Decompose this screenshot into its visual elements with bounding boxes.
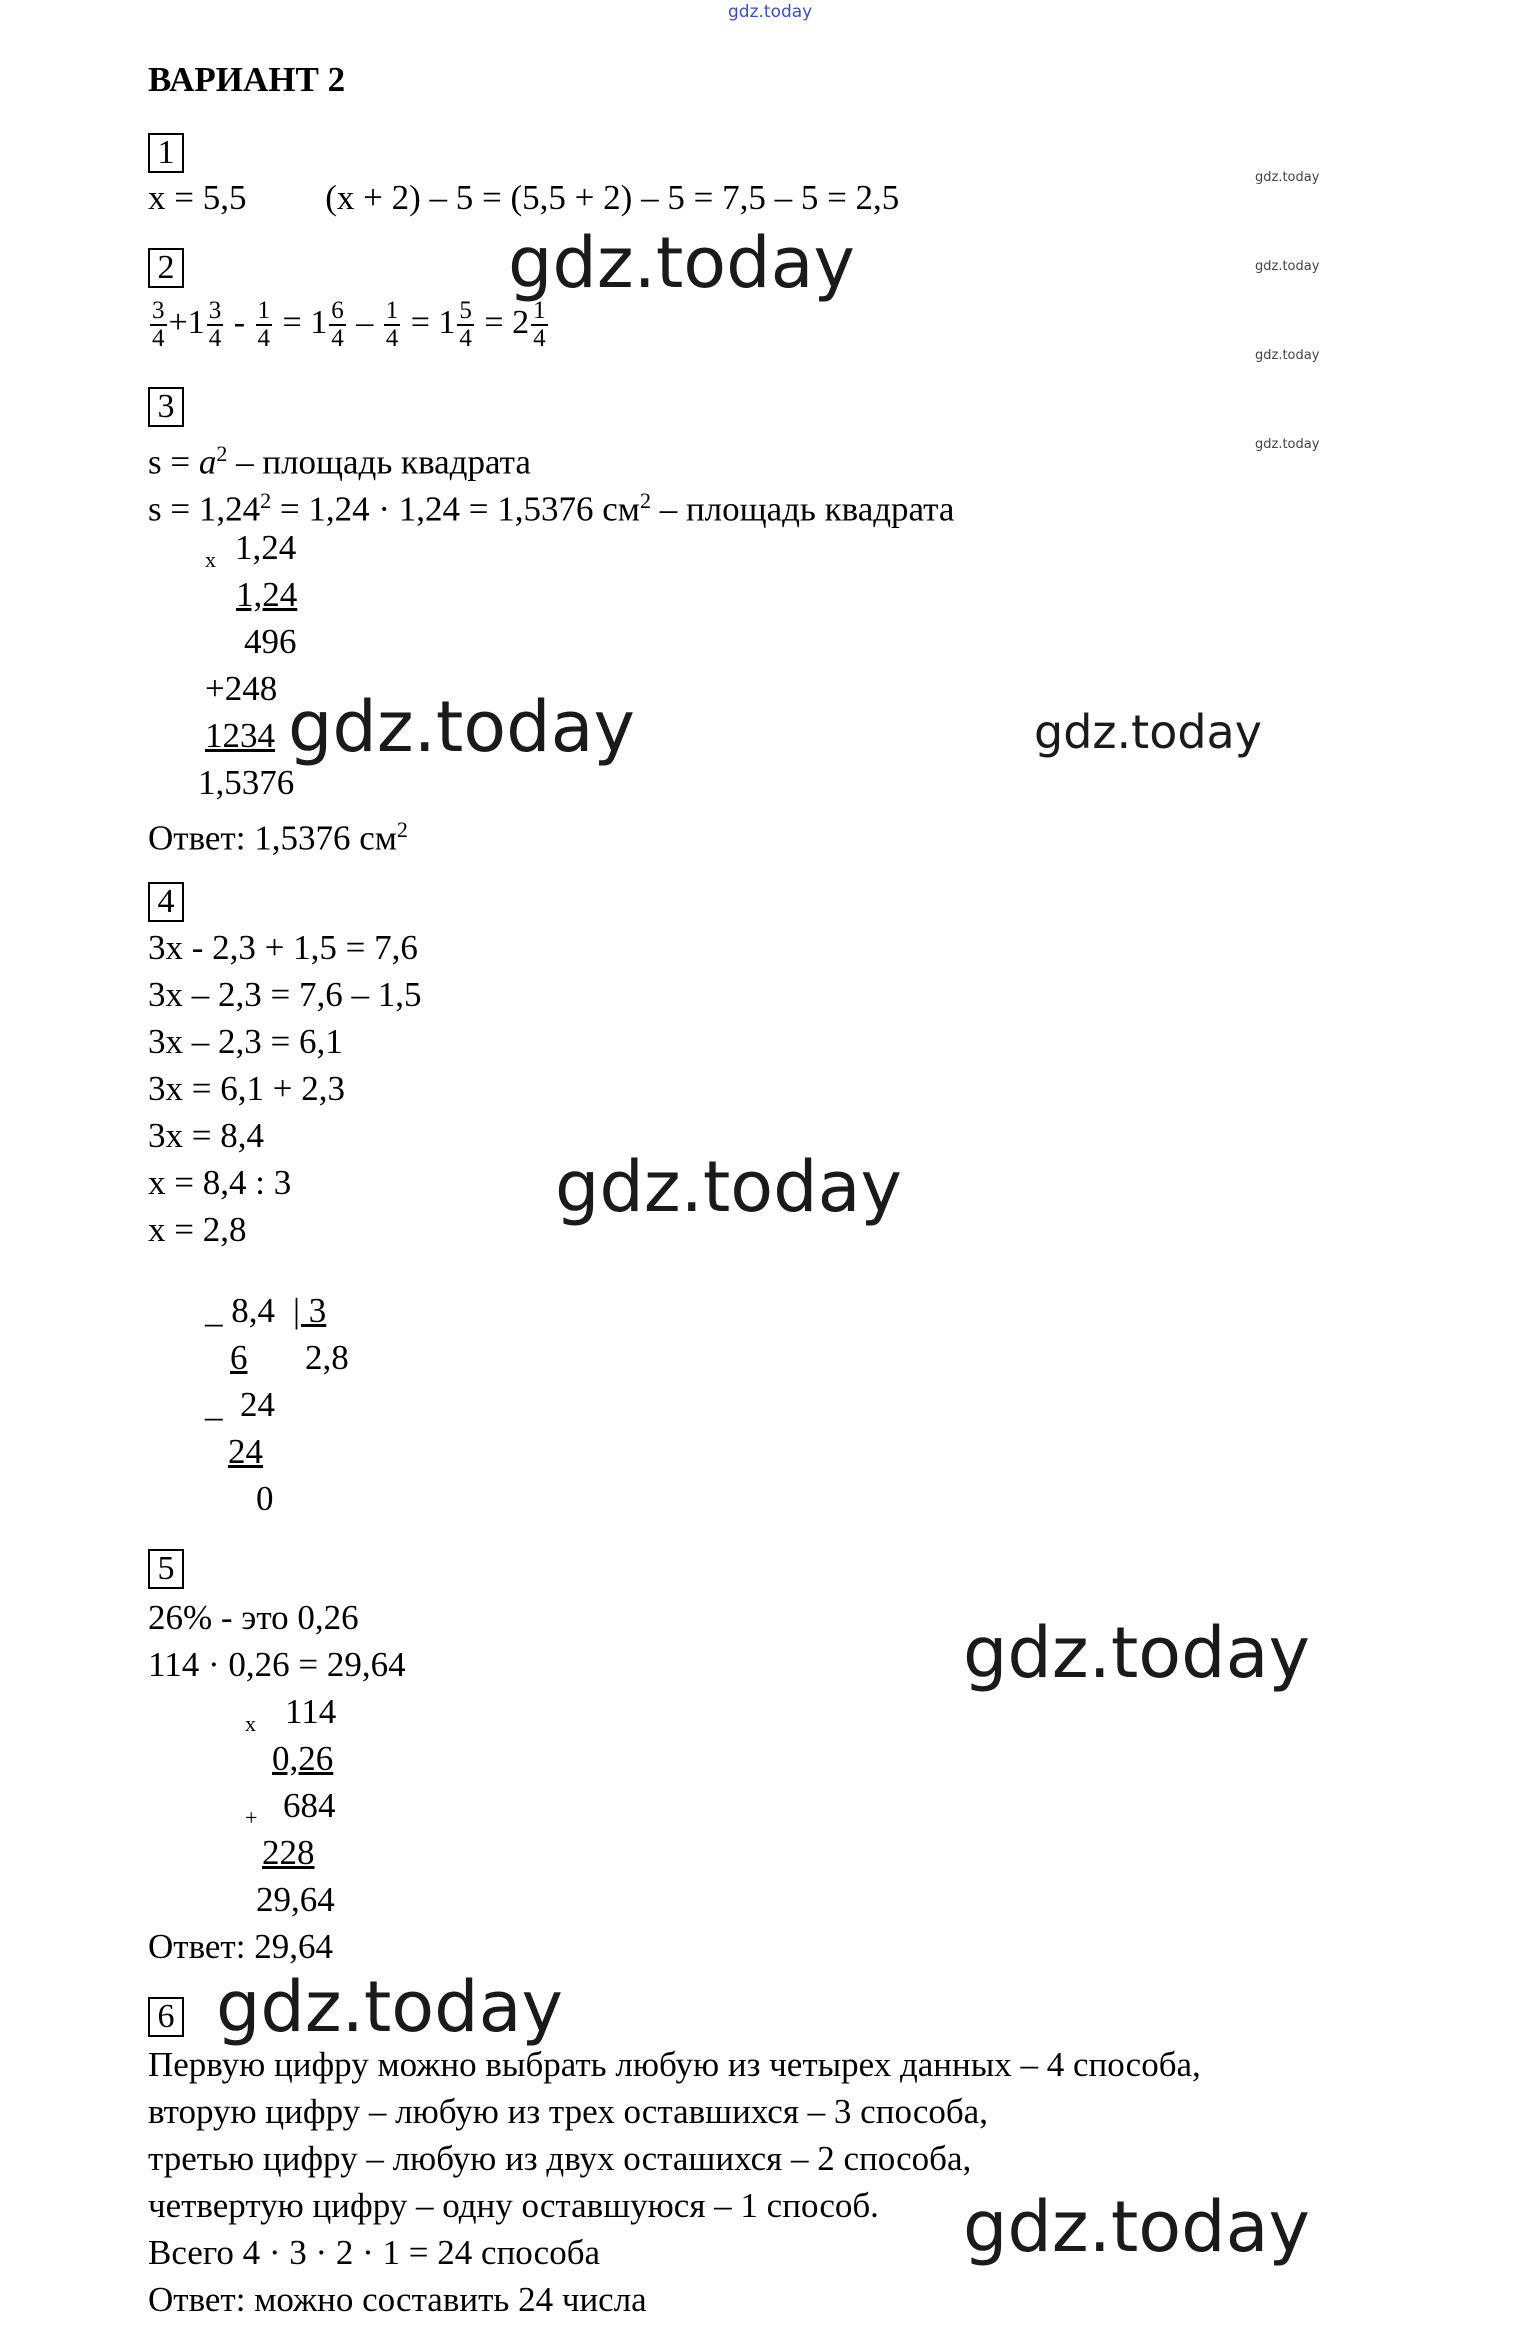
equation-step: x = 2,8 xyxy=(148,1210,247,1249)
multiplication-sign: x xyxy=(245,1711,256,1736)
task6-text-line: третью цифру – любую из двух осташихся – 2 способа, xyxy=(148,2139,972,2178)
fraction: $\frac{3}{4}$ xyxy=(208,297,222,353)
watermark: gdz.today xyxy=(216,1966,563,2048)
fraction: $\frac{3}{4}$ xyxy=(152,297,165,353)
side-watermark: gdz.today xyxy=(1255,437,1320,452)
column-result: 1,5376 xyxy=(198,763,295,802)
task5-answer: Ответ: 29,64 xyxy=(148,1927,333,1966)
task-number-box: 4 xyxy=(148,882,184,922)
equation-step: 3x – 2,3 = 7,6 – 1,5 xyxy=(148,975,422,1014)
side-watermark: gdz.today xyxy=(1255,348,1320,363)
column-partial-product: 228 xyxy=(262,1833,315,1872)
side-watermark: gdz.today xyxy=(1255,259,1320,274)
equation-step: 3x – 2,3 = 6,1 xyxy=(148,1022,343,1061)
task2-expression: $\frac{3}{4}$ +1 $\frac{3}{4}$ - $\frac{1}{4}$ = 1 $\frac{6}{4}$ – $\frac{1}{4}$ = 1 $\frac{5}{4}$ = 2 $\frac{1}{4}$ xyxy=(152,297,546,353)
column-multiplicand: 1,24 xyxy=(235,528,297,567)
watermark: gdz.today xyxy=(1034,705,1262,759)
task-number-box: 1 xyxy=(148,133,184,173)
fraction: $\frac{1}{4}$ xyxy=(533,297,546,353)
side-watermark: gdz.today xyxy=(1255,170,1320,185)
plus-sign: + xyxy=(245,1805,258,1830)
fraction: $\frac{5}{4}$ xyxy=(459,297,472,353)
division-result: 0 xyxy=(256,1479,274,1518)
equation-step: 3x = 8,4 xyxy=(148,1116,264,1155)
task-number-box: 2 xyxy=(148,248,184,288)
task5-calculation: 114 · 0,26 = 29,64 xyxy=(148,1645,406,1684)
task6-answer: Ответ: можно составить 24 числа xyxy=(148,2280,647,2319)
task6-text-line: Первую цифру можно выбрать любую из четырех данных – 4 способа, xyxy=(148,2045,1201,2084)
column-multiplicand: 114 xyxy=(285,1692,337,1731)
task6-text-line: Всего 4 · 3 · 2 · 1 = 24 способа xyxy=(148,2233,601,2272)
task3-answer: Ответ: 1,5376 $см^2$ xyxy=(148,817,408,858)
multiplication-sign: x xyxy=(205,547,216,572)
column-partial-product: 684 xyxy=(283,1786,336,1825)
division-subtrahend: 24 xyxy=(228,1432,263,1471)
watermark: gdz.today xyxy=(963,1612,1310,1694)
task-number-box: 6 xyxy=(148,1997,184,2037)
column-partial-product: 496 xyxy=(244,622,297,661)
equation-step: 3x - 2,3 + 1,5 = 7,6 xyxy=(148,928,418,967)
fraction: $\frac{1}{4}$ xyxy=(257,297,271,353)
fraction: $\frac{1}{4}$ xyxy=(385,297,399,353)
task5-conversion: 26% - это 0,26 xyxy=(148,1598,359,1637)
division-quotient: 2,8 xyxy=(305,1338,349,1377)
page-title: ВАРИАНТ 2 xyxy=(148,60,346,99)
watermark: gdz.today xyxy=(963,2186,1310,2268)
division-dividend: _ 8,4 xyxy=(205,1291,275,1330)
task6-text-line: четвертую цифру – одну оставшуюся – 1 способ. xyxy=(148,2186,879,2225)
task-number-box: 5 xyxy=(148,1549,184,1589)
equation-step: x = 8,4 : 3 xyxy=(148,1163,292,1202)
fraction: $\frac{6}{4}$ xyxy=(331,297,344,353)
task3-formula: $s = a^2$ – площадь квадрата xyxy=(148,441,531,482)
task-number-box: 3 xyxy=(148,387,184,427)
column-multiplier: 1,24 xyxy=(236,575,298,614)
column-multiplier: 0,26 xyxy=(272,1739,334,1778)
column-partial-product: 1234 xyxy=(205,716,275,755)
watermark: gdz.today xyxy=(555,1146,902,1228)
division-subtrahend: 6 xyxy=(230,1338,248,1377)
header-watermark: gdz.today xyxy=(728,2,813,22)
watermark: gdz.today xyxy=(508,222,855,304)
task3-calculation: $s = 1,24^2 = 1,24 \cdot 1,24 = 1,5376$ $см^2$ – площадь квадрата xyxy=(148,488,955,529)
column-result: 29,64 xyxy=(256,1880,335,1919)
division-divisor: | 3 xyxy=(293,1291,327,1330)
equation-step: 3x = 6,1 + 2,3 xyxy=(148,1069,345,1108)
division-remainder: _ 24 xyxy=(205,1385,275,1424)
column-partial-product: +248 xyxy=(205,669,278,708)
task6-text-line: вторую цифру – любую из трех оставшихся – 3 способа, xyxy=(148,2092,988,2131)
task1-solution: x = 5,5 (x + 2) – 5 = (5,5 + 2) – 5 = 7,5 – 5 = 2,5 xyxy=(148,178,900,217)
watermark: gdz.today xyxy=(288,686,635,768)
